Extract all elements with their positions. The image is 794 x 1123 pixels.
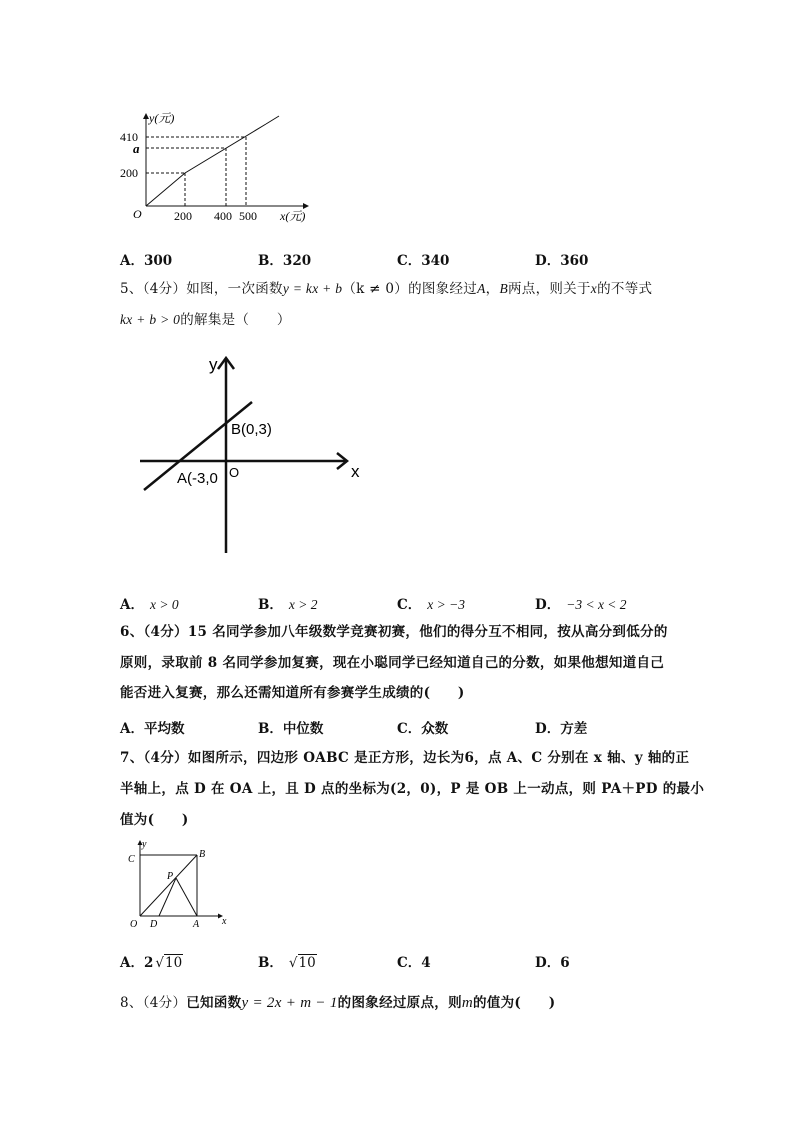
q5-option-a[interactable]	[120, 593, 179, 613]
q5-var-x: x	[590, 281, 598, 296]
option-text: 360	[560, 253, 589, 269]
q5-point-b: B	[499, 281, 508, 296]
option-letter: B．	[258, 597, 283, 613]
label-d: D	[150, 919, 158, 930]
option-text: 4	[421, 955, 431, 971]
label-y: y	[142, 839, 147, 850]
option-letter: B．	[258, 253, 283, 269]
option-text: 中位数	[282, 721, 324, 737]
q5-text-e: 的解集是（ ）	[180, 312, 291, 328]
q5-text-c: 两点，则关于	[507, 281, 591, 297]
q5-graph	[130, 345, 370, 560]
option-letter: D．	[535, 955, 561, 971]
origin-label: O	[229, 465, 240, 480]
option-letter: B．	[258, 721, 283, 737]
option-letter: A．	[120, 721, 144, 737]
option-text: 320	[282, 253, 312, 269]
sqrt-sign: √	[155, 955, 164, 971]
q4-graph	[118, 108, 318, 233]
segment-pd	[159, 878, 176, 916]
q8-text-b: 的图象经过原点，则	[337, 995, 462, 1011]
q5-comma: ，	[485, 281, 500, 297]
label-p: P	[167, 871, 174, 882]
option-text: 方差	[560, 721, 588, 737]
option-text: 300	[143, 253, 173, 269]
sqrt-radicand: 10	[165, 955, 183, 971]
q7-line-3: 值为( )	[120, 812, 189, 828]
segment-pa	[176, 878, 197, 916]
q8-function: y = 2x + m − 1	[241, 995, 338, 1011]
q6-option-a[interactable]	[120, 717, 184, 737]
option-text: 平均数	[143, 721, 185, 737]
option-letter: A．	[120, 253, 144, 269]
q8-text-a: 已知函数	[186, 995, 242, 1011]
x-axis-label: x(元)	[280, 209, 306, 223]
y-tick-a: a	[133, 141, 140, 156]
x-axis-label: x	[351, 462, 360, 481]
x-tick-200: 200	[174, 209, 192, 223]
option-letter: D．	[535, 253, 561, 269]
graph-line	[146, 124, 266, 206]
option-text: x > 2	[288, 597, 318, 612]
option-text: x > −3	[427, 597, 465, 612]
q6-line-3: 能否进入复赛，那么还需知道所有参赛学生成绩的( )	[120, 685, 465, 701]
q5-line-2	[120, 307, 291, 333]
q5-text-a: 如图，一次函数	[186, 281, 283, 297]
y-tick-200: 200	[120, 166, 138, 180]
option-text: −3 < x < 2	[566, 597, 627, 612]
option-letter: A．	[120, 955, 144, 971]
option-letter: D．	[535, 721, 561, 737]
y-axis-label: y	[209, 355, 218, 374]
q7-option-c[interactable]	[397, 951, 431, 971]
q5-line-1	[120, 276, 652, 302]
option-letter: C．	[397, 253, 422, 269]
q5-option-d[interactable]	[535, 593, 627, 613]
q5-text-d: 的不等式	[597, 281, 653, 297]
option-letter: C．	[397, 721, 422, 737]
q4-option-b[interactable]	[258, 249, 311, 269]
extension-line	[266, 116, 279, 124]
option-letter: D．	[535, 597, 561, 613]
q6-option-b[interactable]	[258, 717, 323, 737]
q5-option-c[interactable]	[397, 593, 465, 613]
q7-option-a[interactable]	[120, 951, 183, 971]
y-axis-label: y(元)	[149, 111, 175, 125]
q6-line-1: 6、（4分）15 名同学参加八年级数学竞赛初赛，他们的得分互不相同，按从高分到低分的	[120, 624, 668, 640]
q5-point-a: A	[477, 281, 486, 296]
label-a: A	[193, 919, 200, 930]
x-tick-400: 400	[214, 209, 232, 223]
q5-option-b[interactable]	[258, 593, 318, 613]
q7-line-2: 半轴上，点 D 在 OA 上，且 D 点的坐标为(2，0)，P 是 OB 上一动点，则 PA＋PD 的最小	[120, 781, 705, 797]
q5-text-b: 的图象经过	[408, 281, 478, 297]
q5-condition: （k ≠ 0）	[342, 281, 409, 297]
q8-var-m: m	[461, 995, 474, 1011]
q4-option-c[interactable]	[397, 249, 449, 269]
label-o: O	[130, 919, 138, 930]
q8-number: 8、	[120, 995, 143, 1011]
label-b: B	[199, 849, 206, 860]
option-text: 340	[421, 253, 450, 269]
q7-option-d[interactable]	[535, 951, 570, 971]
q4-option-d[interactable]	[535, 249, 588, 269]
label-x: x	[222, 916, 227, 927]
option-text: x > 0	[149, 597, 179, 612]
option-letter: C．	[397, 597, 422, 613]
q7-option-b[interactable]	[258, 951, 317, 971]
y-tick-410: 410	[120, 130, 138, 144]
option-coef: 2	[143, 955, 154, 971]
q4-option-a[interactable]	[120, 249, 172, 269]
option-text: 众数	[421, 721, 449, 737]
q5-number: 5、	[120, 281, 143, 297]
x-tick-500: 500	[239, 209, 257, 223]
q7-graph	[118, 836, 238, 936]
q6-option-c[interactable]	[397, 717, 448, 737]
q6-option-d[interactable]	[535, 717, 587, 737]
option-letter: A．	[120, 597, 144, 613]
origin-label: O	[133, 207, 142, 221]
q6-line-2: 原则，录取前 8 名同学参加复赛，现在小聪同学已经知道自己的分数，如果他想知道自己	[120, 655, 665, 671]
q8-score: （4分）	[142, 995, 187, 1011]
point-b-label: B(0,3)	[231, 421, 272, 438]
q5-inequality: kx + b > 0	[120, 312, 181, 327]
diagonal-ob	[140, 855, 197, 916]
point-a-label: A(-3,0	[177, 470, 218, 487]
label-c: C	[128, 854, 135, 865]
q5-score: （4分）	[142, 281, 187, 297]
q8-line-1	[120, 990, 555, 1016]
option-letter: C．	[397, 955, 422, 971]
q5-function: y = kx + b	[282, 281, 343, 296]
option-text: 6	[560, 955, 570, 971]
q7-line-1: 7、（4分）如图所示，四边形 OABC 是正方形，边长为6，点 A、C 分别在 x 轴、y 轴的正	[120, 750, 690, 766]
sqrt-sign: √	[288, 955, 298, 971]
option-letter: B．	[258, 955, 283, 971]
q8-text-c: 的值为( )	[473, 995, 556, 1011]
sqrt-radicand: 10	[298, 955, 316, 971]
